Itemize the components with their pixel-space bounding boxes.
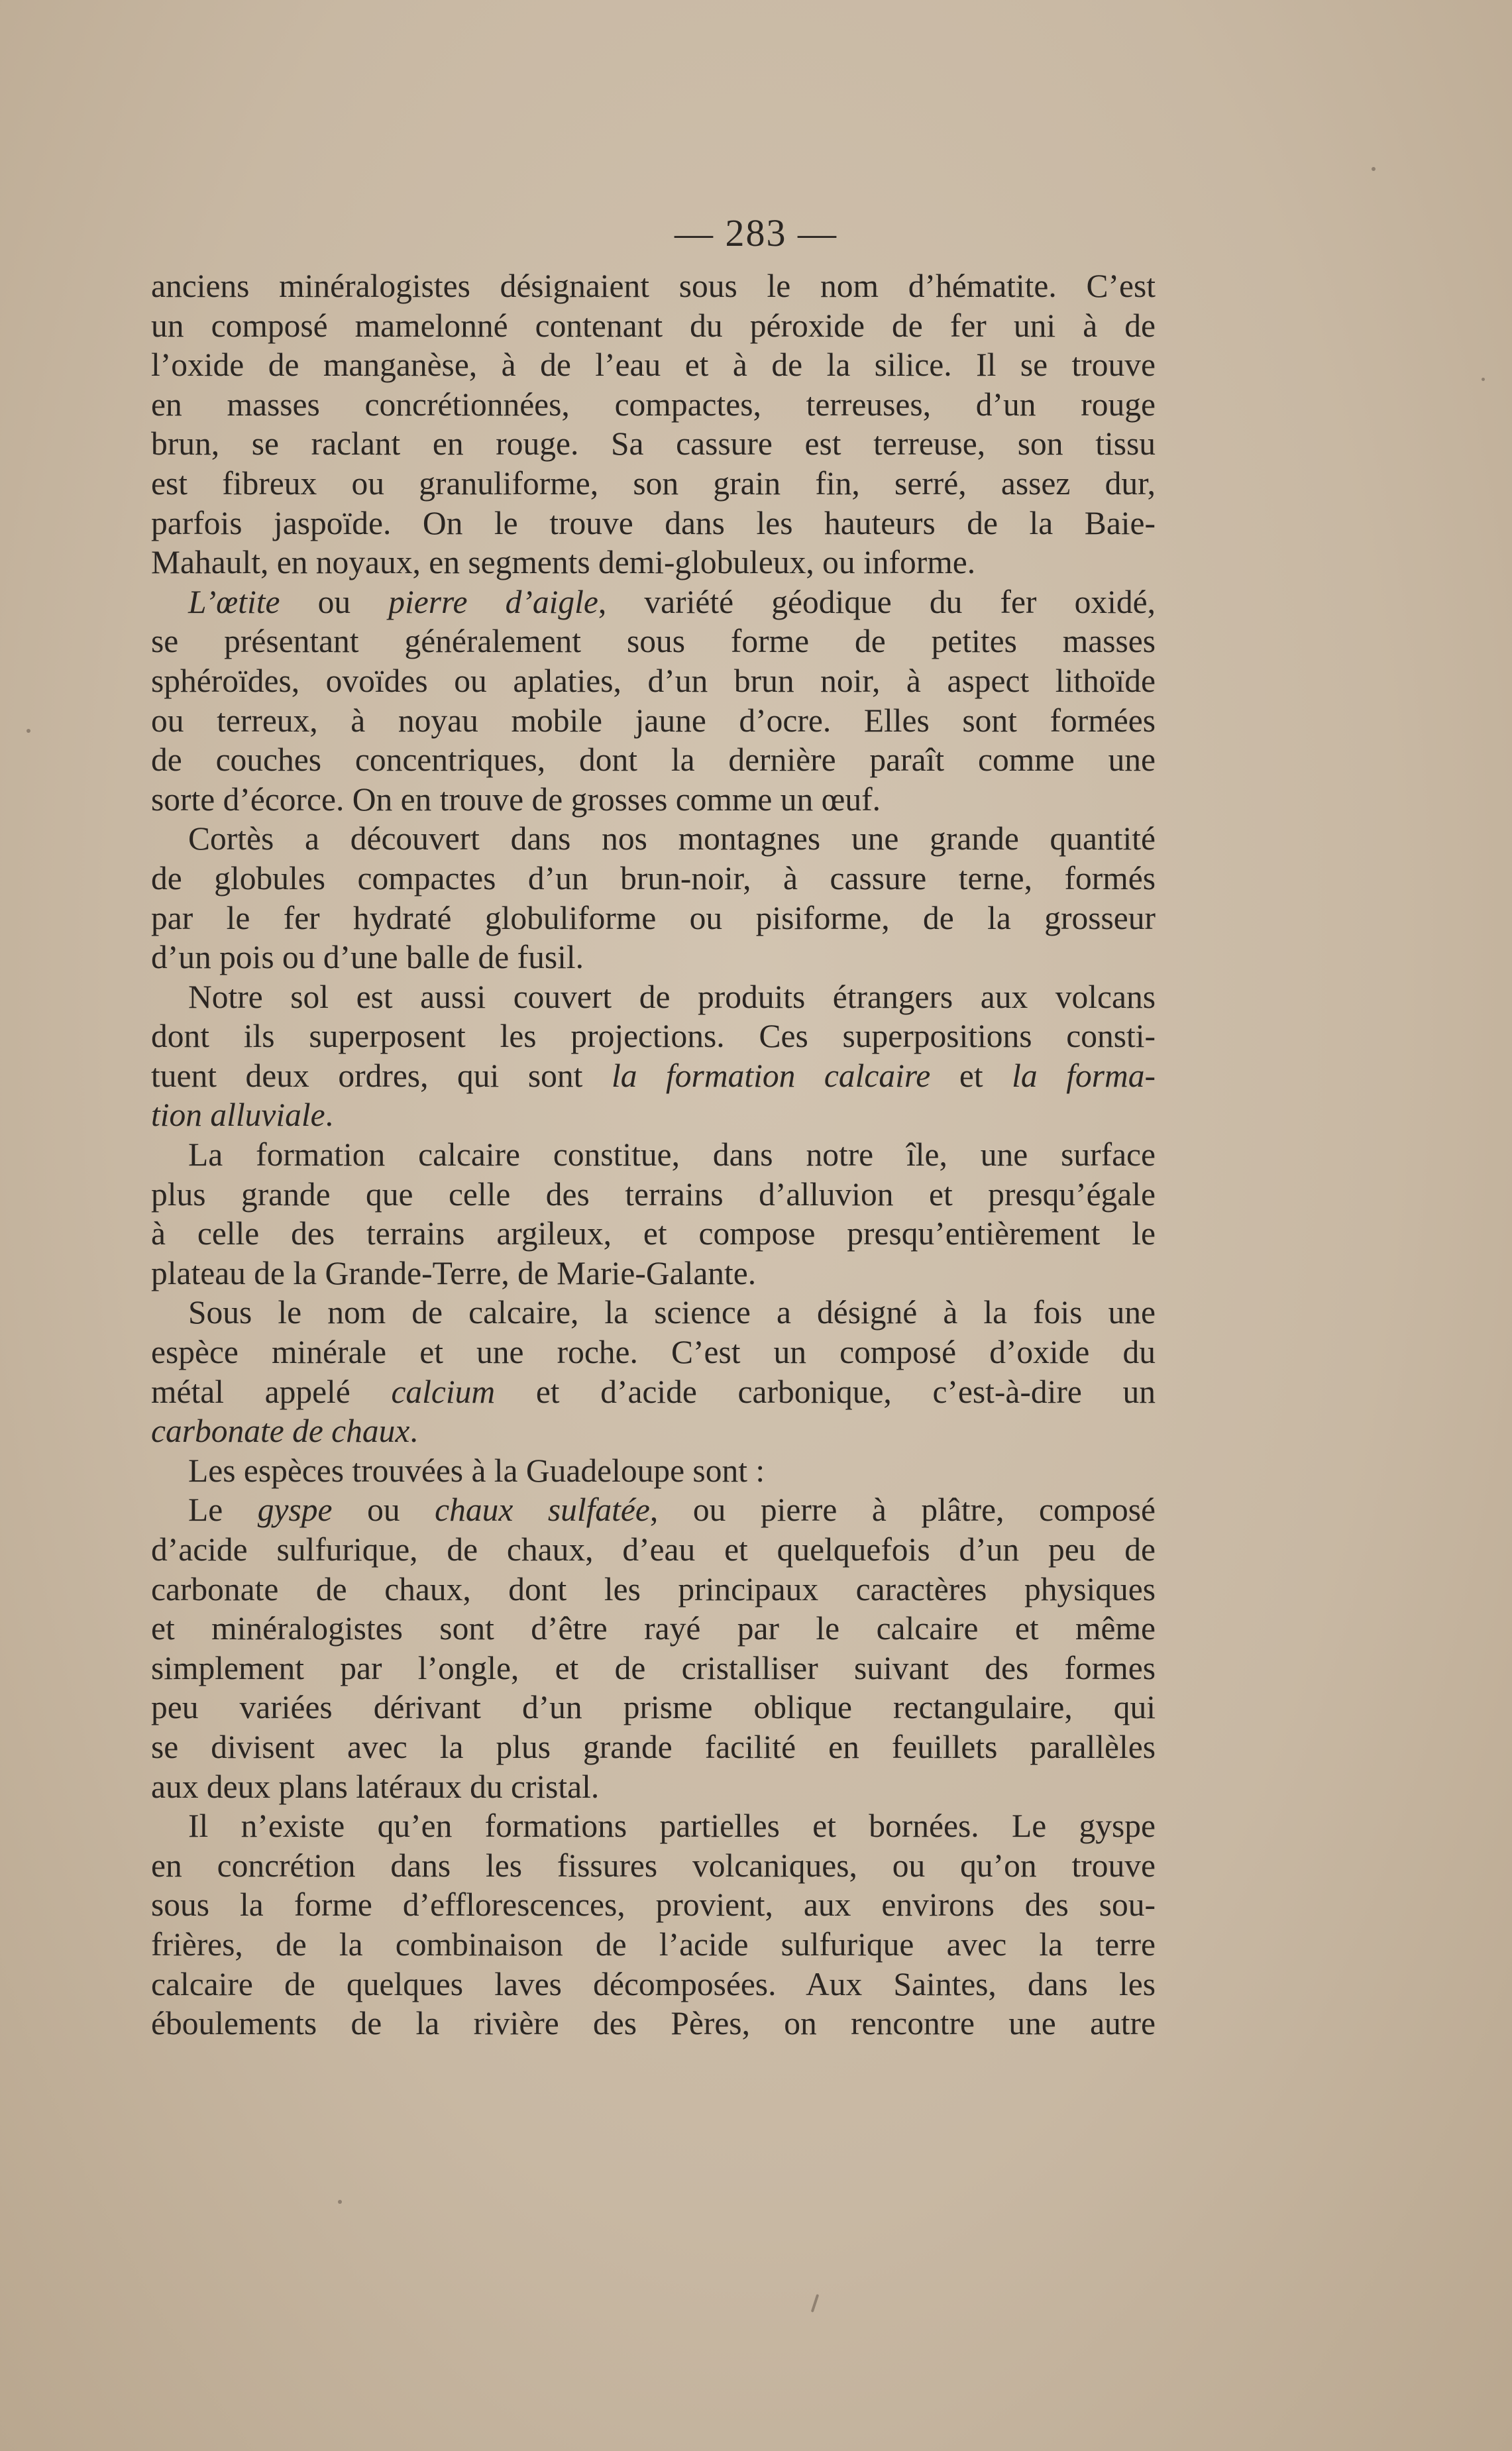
text-line [151,1372,1156,1412]
italic-text: gyspe [257,1492,333,1529]
italic-text: carbonate de chaux [151,1413,410,1450]
paper-speck [811,2294,819,2313]
italic-text: la formation calcaire [611,1057,931,1094]
text-line: brun, se raclant en rouge. Sa cassure est terreuse, son tissu [151,425,1156,463]
text-line: en masses concrétionnées, compactes, terreuses, d’un rouge [151,386,1156,423]
text-line: plus grande que celle des terrains d’alluvion et presqu’égale [151,1175,1156,1213]
text-line: et minéralogistes sont d’être rayé par le calcaire et même [151,1610,1156,1647]
text-line: en concrétion dans les fissures volcaniques, ou qu’on trouve [151,1847,1156,1884]
text-line: se divisent avec la plus grande facilité en feuillets parallèles [151,1728,1156,1765]
italic-text: tion alluviale [151,1097,325,1134]
text-line: aux deux plans latéraux du cristal. [151,1768,600,1805]
text-run: ou [280,583,389,620]
text-run: , ou pierre à plâtre, composé [649,1492,1156,1529]
text-line: frières, de la combinaison de l’acide sulfurique avec la terre [151,1926,1156,1963]
text-line: Notre sol est aussi couvert de produits étrangers aux volcans [188,978,1156,1015]
text-line: Mahault, en noyaux, en segments demi-globuleux, ou informe. [151,544,976,581]
text-line: à celle des terrains argileux, et compose presqu’entièrement le [151,1215,1156,1252]
text-line [151,1056,1156,1096]
text-line: La formation calcaire constitue, dans notre île, une surface [188,1136,1156,1173]
text-line: parfois jaspoïde. On le trouve dans les hauteurs de la Baie- [151,504,1156,541]
text-line: éboulements de la rivière des Pères, on rencontre une autre [151,2005,1156,2042]
text-line: de couches concentriques, dont la dernière paraît comme une [151,741,1156,779]
text-line: se présentant généralement sous forme de petites masses [151,623,1156,660]
text-run: métal appelé [151,1373,392,1410]
text-line: sous la forme d’efflorescences, provient, aux environs des sou- [151,1886,1156,1924]
text-line: de globules compactes d’un brun-noir, à cassure terne, formés [151,859,1156,897]
text-run: tuent deux ordres, qui sont [151,1057,612,1094]
text-run: . [325,1097,333,1134]
body-text [151,266,1156,2043]
italic-text: chaux sulfatée [435,1492,650,1529]
text-line: Il n’existe qu’en formations partielles et bornées. Le gyspe [188,1808,1156,1845]
text-run: et d’acide carbonique, c’est-à-dire un [495,1373,1156,1410]
text-line: est fibreux ou granuliforme, son grain fin, serré, assez dur, [151,464,1156,502]
text-line: l’oxide de manganèse, à de l’eau et à de la silice. Il se trouve [151,347,1156,384]
text-line [151,1095,1156,1135]
text-run: ou [332,1492,435,1529]
text-run: Le [188,1492,258,1529]
italic-text: L’œtite [188,583,280,620]
text-run: et [930,1057,1012,1094]
text-line [151,582,1156,622]
text-line: Cortès a découvert dans nos montagnes une grande quantité [188,820,1156,857]
text-line: carbonate de chaux, dont les principaux caractères physiques [151,1570,1156,1607]
text-line: par le fer hydraté globuliforme ou pisiforme, de la grosseur [151,899,1156,936]
text-line: anciens minéralogistes désignaient sous le nom d’hématite. C’est [151,268,1156,304]
text-line: d’un pois ou d’une balle de fusil. [151,939,584,976]
text-line: dont ils superposent les projections. Ces superpositions consti- [151,1018,1156,1055]
italic-text: la forma- [1012,1057,1156,1094]
text-run: , variété géodique du fer oxidé, [598,583,1156,620]
text-line: espèce minérale et une roche. C’est un composé d’oxide du [151,1334,1156,1371]
text-line: ou terreux, à noyau mobile jaune d’ocre. Elles sont formées [151,702,1156,739]
text-line: peu variées dérivant d’un prisme oblique rectangulaire, qui [151,1689,1156,1726]
text-line [151,1411,1156,1451]
page-number: — 283 — [675,211,837,254]
text-line: simplement par l’ongle, et de cristalliser suivant des formes [151,1649,1156,1686]
text-line: calcaire de quelques laves décomposées. Aux Saintes, dans les [151,1965,1156,2002]
text-line: plateau de la Grande-Terre, de Marie-Galante. [151,1254,757,1291]
text-line: Sous le nom de calcaire, la science a désigné à la fois une [188,1294,1156,1331]
text-line: un composé mamelonné contenant du péroxide de fer uni à de [151,307,1156,344]
text-line: Les espèces trouvées à la Guadeloupe sont : [188,1452,765,1489]
paper-speck [1372,167,1376,171]
text-line: d’acide sulfurique, de chaux, d’eau et quelquefois d’un peu de [151,1531,1156,1568]
text-run: . [409,1413,418,1450]
paper-speck [338,2200,342,2204]
text-line [151,1490,1156,1530]
italic-text: pierre d’aigle [388,583,598,620]
paper-speck [1482,378,1485,381]
italic-text: calcium [391,1373,496,1410]
text-line: sorte d’écorce. On en trouve de grosses comme un œuf. [151,781,881,818]
paper-speck [27,729,30,733]
text-line: sphéroïdes, ovoïdes ou aplaties, d’un brun noir, à aspect lithoïde [151,662,1156,699]
